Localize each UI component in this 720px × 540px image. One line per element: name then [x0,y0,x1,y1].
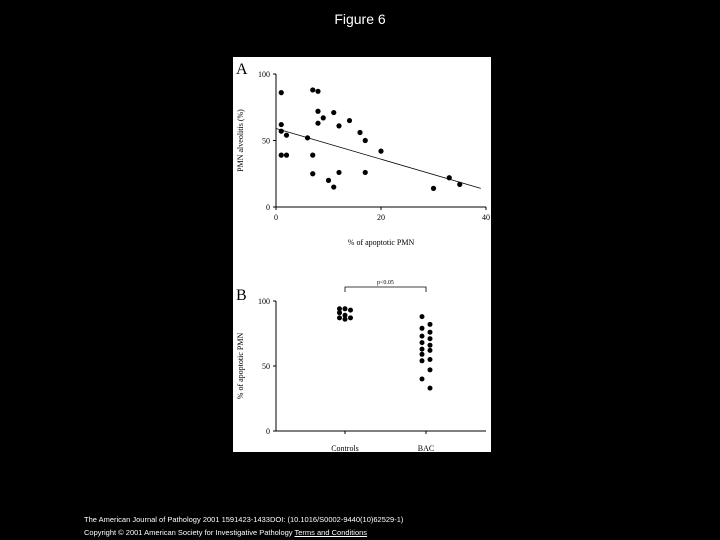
figure-title: Figure 6 [334,11,386,27]
panel-b-y-tick-label: 0 [266,427,270,436]
panel-a-y-tick-label: 50 [262,136,270,146]
panel-b-data-point [428,343,433,348]
panel-b-data-point [420,352,425,357]
panel-a-data-point [378,149,383,154]
panel-b-data-point [420,347,425,352]
panel-b-data-point [420,340,425,345]
panel-b-y-tick-label: 100 [258,297,270,306]
panel-b-significance-bracket [345,287,426,292]
panel-a-y-tick-label: 100 [258,70,270,79]
copyright-text: Copyright © 2001 American Society for Investigative Pathology [84,528,293,537]
panel-b-x-tick-label: Controls [331,444,359,452]
panel-b-data-point [420,314,425,319]
panel-b-y-tick-label: 50 [262,362,270,371]
panel-a-data-point [431,186,436,191]
panel-a-x-axis-label: % of apoptotic PMN [347,238,415,247]
panel-b-data-point [343,317,348,322]
panel-a-x-tick-label: 40 [482,213,490,222]
panel-b-data-point [428,336,433,341]
panel-a-data-point [284,153,289,158]
panel-b-data-point [420,334,425,339]
panel-a-y-axis-label: PMN alveolitis (%) [236,109,245,172]
terms-link[interactable]: Terms and Conditions [294,528,368,537]
panel-a-data-point [331,110,336,115]
panel-a-data-point [310,171,315,176]
panel-b-y-axis-label: % of apoptotic PMN [236,332,245,400]
panel-a-data-point [347,118,352,123]
panel-a-data-point [336,170,341,175]
panel-a-data-point [279,122,284,127]
panel-b-data-point [420,377,425,382]
panel-b-data-point [428,348,433,353]
panel-b-significance-label: p<0.05 [377,280,394,286]
panel-b-data-point [337,310,342,315]
panel-a-data-point [336,123,341,128]
panel-a-data-point [310,87,315,92]
panel-b-data-point [428,367,433,372]
panel-a-data-point [363,170,368,175]
panel-a-data-point [357,130,362,135]
panel-b-x-tick-label: BAC [417,444,435,452]
panel-a-data-point [279,129,284,134]
figure-panel [233,57,491,452]
panel-a-data-point [315,121,320,126]
panel-b-data-point [420,358,425,363]
panel-a-data-point [315,89,320,94]
panel-a-x-tick-label: 0 [274,213,278,222]
panel-a-data-point [457,182,462,187]
citation-text: The American Journal of Pathology 2001 1591423-1433DOI: (10.1016/S0002-9440(10)62529-1) [84,515,404,524]
panel-a-data-point [279,90,284,95]
panel-b-label: B [236,287,247,304]
panel-a-data-point [310,153,315,158]
panel-a-data-point [447,175,452,180]
panel-a-data-point [326,178,331,183]
panel-a-data-point [315,109,320,114]
panel-b-data-point [420,326,425,331]
copyright-line [84,528,367,537]
panel-b-data-point [428,386,433,391]
panel-a-data-point [284,133,289,138]
panel-a-data-point [279,153,284,158]
panel-a-label: A [236,61,248,78]
panel-a-data-point [305,135,310,140]
panel-a-data-point [321,115,326,120]
panel-b-data-point [348,308,353,313]
panel-b-data-point [428,330,433,335]
panel-b-data-point [343,306,348,311]
panel-a-data-point [331,184,336,189]
panel-a-y-tick-label: 0 [266,203,270,212]
panel-a-data-point [363,138,368,143]
panel-a-x-tick-label: 20 [377,213,385,222]
panel-b-data-point [337,315,342,320]
panel-b-data-point [428,322,433,327]
figure-svg [233,57,491,452]
panel-b-data-point [428,357,433,362]
panel-b-data-point [348,315,353,320]
